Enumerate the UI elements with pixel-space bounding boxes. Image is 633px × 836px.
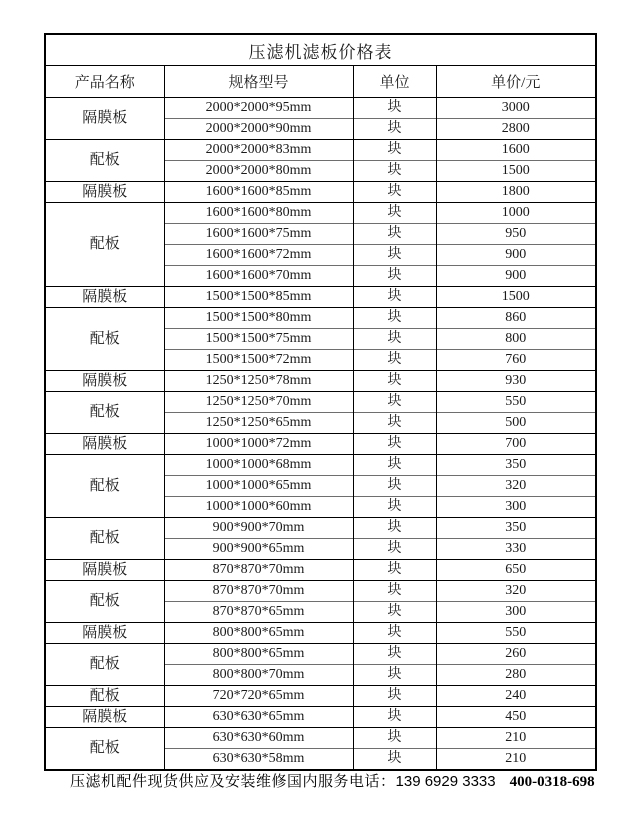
price-cell: 550 bbox=[436, 392, 596, 413]
spec-cell: 800*800*65mm bbox=[164, 644, 353, 665]
price-cell: 760 bbox=[436, 350, 596, 371]
unit-cell: 块 bbox=[353, 287, 436, 308]
price-cell: 700 bbox=[436, 434, 596, 455]
spec-cell: 1600*1600*72mm bbox=[164, 245, 353, 266]
price-cell: 240 bbox=[436, 686, 596, 707]
unit-cell: 块 bbox=[353, 476, 436, 497]
spec-cell: 1250*1250*78mm bbox=[164, 371, 353, 392]
spec-cell: 630*630*58mm bbox=[164, 749, 353, 770]
price-table bbox=[44, 33, 597, 771]
spec-cell: 800*800*65mm bbox=[164, 623, 353, 644]
price-cell: 900 bbox=[436, 245, 596, 266]
price-cell: 320 bbox=[436, 581, 596, 602]
price-cell: 2800 bbox=[436, 119, 596, 140]
spec-cell: 1250*1250*65mm bbox=[164, 413, 353, 434]
table-row bbox=[45, 308, 596, 329]
table-row bbox=[45, 686, 596, 707]
spec-cell: 900*900*70mm bbox=[164, 518, 353, 539]
product-name-cell: 隔膜板 bbox=[45, 434, 164, 455]
unit-cell: 块 bbox=[353, 707, 436, 728]
column-header-unit: 单位 bbox=[353, 66, 436, 98]
unit-cell: 块 bbox=[353, 392, 436, 413]
price-cell: 260 bbox=[436, 644, 596, 665]
price-cell: 1500 bbox=[436, 161, 596, 182]
price-cell: 1500 bbox=[436, 287, 596, 308]
price-cell: 500 bbox=[436, 413, 596, 434]
unit-cell: 块 bbox=[353, 749, 436, 770]
table-row bbox=[45, 434, 596, 455]
price-cell: 650 bbox=[436, 560, 596, 581]
table-row bbox=[45, 140, 596, 161]
unit-cell: 块 bbox=[353, 371, 436, 392]
product-name-cell: 配板 bbox=[45, 308, 164, 371]
footer-phone-mobile: 139 6929 3333 bbox=[395, 773, 496, 790]
spec-cell: 1500*1500*85mm bbox=[164, 287, 353, 308]
product-name-cell: 隔膜板 bbox=[45, 707, 164, 728]
footer-note bbox=[70, 770, 610, 791]
price-cell: 450 bbox=[436, 707, 596, 728]
product-name-cell: 隔膜板 bbox=[45, 287, 164, 308]
table-row bbox=[45, 203, 596, 224]
price-cell: 210 bbox=[436, 728, 596, 749]
price-cell: 320 bbox=[436, 476, 596, 497]
table-title-row bbox=[45, 34, 596, 66]
unit-cell: 块 bbox=[353, 728, 436, 749]
unit-cell: 块 bbox=[353, 224, 436, 245]
price-cell: 280 bbox=[436, 665, 596, 686]
spec-cell: 870*870*70mm bbox=[164, 581, 353, 602]
table-row bbox=[45, 644, 596, 665]
spec-cell: 1600*1600*70mm bbox=[164, 266, 353, 287]
product-name-cell: 隔膜板 bbox=[45, 98, 164, 140]
product-name-cell: 配板 bbox=[45, 392, 164, 434]
table-row bbox=[45, 707, 596, 728]
spec-cell: 1600*1600*80mm bbox=[164, 203, 353, 224]
spec-cell: 630*630*65mm bbox=[164, 707, 353, 728]
spec-cell: 800*800*70mm bbox=[164, 665, 353, 686]
unit-cell: 块 bbox=[353, 266, 436, 287]
table-row bbox=[45, 455, 596, 476]
unit-cell: 块 bbox=[353, 350, 436, 371]
product-name-cell: 配板 bbox=[45, 644, 164, 686]
unit-cell: 块 bbox=[353, 518, 436, 539]
unit-cell: 块 bbox=[353, 497, 436, 518]
column-header-product: 产品名称 bbox=[45, 66, 164, 98]
spec-cell: 1000*1000*72mm bbox=[164, 434, 353, 455]
table-row bbox=[45, 287, 596, 308]
price-cell: 800 bbox=[436, 329, 596, 350]
table-header-row bbox=[45, 66, 596, 98]
spec-cell: 870*870*70mm bbox=[164, 560, 353, 581]
spec-cell: 1000*1000*68mm bbox=[164, 455, 353, 476]
footer-label: 压滤机配件现货供应及安装维修国内服务电话： bbox=[70, 774, 396, 790]
unit-cell: 块 bbox=[353, 581, 436, 602]
spec-cell: 1500*1500*80mm bbox=[164, 308, 353, 329]
table-row bbox=[45, 371, 596, 392]
spec-cell: 1000*1000*65mm bbox=[164, 476, 353, 497]
column-header-price: 单价/元 bbox=[436, 66, 596, 98]
spec-cell: 1000*1000*60mm bbox=[164, 497, 353, 518]
price-cell: 950 bbox=[436, 224, 596, 245]
price-cell: 210 bbox=[436, 749, 596, 770]
price-cell: 1600 bbox=[436, 140, 596, 161]
product-name-cell: 配板 bbox=[45, 728, 164, 770]
unit-cell: 块 bbox=[353, 665, 436, 686]
table-row bbox=[45, 560, 596, 581]
unit-cell: 块 bbox=[353, 329, 436, 350]
unit-cell: 块 bbox=[353, 98, 436, 119]
product-name-cell: 配板 bbox=[45, 140, 164, 182]
unit-cell: 块 bbox=[353, 308, 436, 329]
product-name-cell: 隔膜板 bbox=[45, 182, 164, 203]
unit-cell: 块 bbox=[353, 413, 436, 434]
unit-cell: 块 bbox=[353, 119, 436, 140]
spec-cell: 1250*1250*70mm bbox=[164, 392, 353, 413]
price-cell: 930 bbox=[436, 371, 596, 392]
spec-cell: 2000*2000*80mm bbox=[164, 161, 353, 182]
product-name-cell: 配板 bbox=[45, 686, 164, 707]
price-cell: 1000 bbox=[436, 203, 596, 224]
price-cell: 900 bbox=[436, 266, 596, 287]
unit-cell: 块 bbox=[353, 203, 436, 224]
table-row bbox=[45, 518, 596, 539]
spec-cell: 1500*1500*75mm bbox=[164, 329, 353, 350]
unit-cell: 块 bbox=[353, 182, 436, 203]
column-header-spec: 规格型号 bbox=[164, 66, 353, 98]
price-cell: 3000 bbox=[436, 98, 596, 119]
spec-cell: 720*720*65mm bbox=[164, 686, 353, 707]
unit-cell: 块 bbox=[353, 539, 436, 560]
price-cell: 300 bbox=[436, 497, 596, 518]
price-cell: 330 bbox=[436, 539, 596, 560]
spec-cell: 1600*1600*75mm bbox=[164, 224, 353, 245]
product-name-cell: 隔膜板 bbox=[45, 560, 164, 581]
unit-cell: 块 bbox=[353, 455, 436, 476]
price-cell: 300 bbox=[436, 602, 596, 623]
unit-cell: 块 bbox=[353, 161, 436, 182]
product-name-cell: 配板 bbox=[45, 518, 164, 560]
unit-cell: 块 bbox=[353, 140, 436, 161]
unit-cell: 块 bbox=[353, 644, 436, 665]
spec-cell: 870*870*65mm bbox=[164, 602, 353, 623]
product-name-cell: 配板 bbox=[45, 581, 164, 623]
spec-cell: 1600*1600*85mm bbox=[164, 182, 353, 203]
price-cell: 550 bbox=[436, 623, 596, 644]
price-cell: 350 bbox=[436, 455, 596, 476]
table-row bbox=[45, 98, 596, 119]
spec-cell: 900*900*65mm bbox=[164, 539, 353, 560]
spec-cell: 1500*1500*72mm bbox=[164, 350, 353, 371]
spec-cell: 2000*2000*83mm bbox=[164, 140, 353, 161]
page-title: 压滤机滤板价格表 bbox=[45, 34, 596, 66]
unit-cell: 块 bbox=[353, 602, 436, 623]
unit-cell: 块 bbox=[353, 560, 436, 581]
unit-cell: 块 bbox=[353, 623, 436, 644]
price-cell: 860 bbox=[436, 308, 596, 329]
product-name-cell: 隔膜板 bbox=[45, 623, 164, 644]
unit-cell: 块 bbox=[353, 434, 436, 455]
spec-cell: 2000*2000*95mm bbox=[164, 98, 353, 119]
footer-phone-hotline: 400-0318-698 bbox=[509, 774, 595, 790]
price-cell: 350 bbox=[436, 518, 596, 539]
spec-cell: 2000*2000*90mm bbox=[164, 119, 353, 140]
table-row bbox=[45, 728, 596, 749]
spec-cell: 630*630*60mm bbox=[164, 728, 353, 749]
price-cell: 1800 bbox=[436, 182, 596, 203]
table-row bbox=[45, 392, 596, 413]
unit-cell: 块 bbox=[353, 686, 436, 707]
product-name-cell: 配板 bbox=[45, 203, 164, 287]
table-row bbox=[45, 623, 596, 644]
table-row bbox=[45, 581, 596, 602]
price-table-body bbox=[45, 98, 596, 770]
product-name-cell: 配板 bbox=[45, 455, 164, 518]
table-row bbox=[45, 182, 596, 203]
unit-cell: 块 bbox=[353, 245, 436, 266]
product-name-cell: 隔膜板 bbox=[45, 371, 164, 392]
